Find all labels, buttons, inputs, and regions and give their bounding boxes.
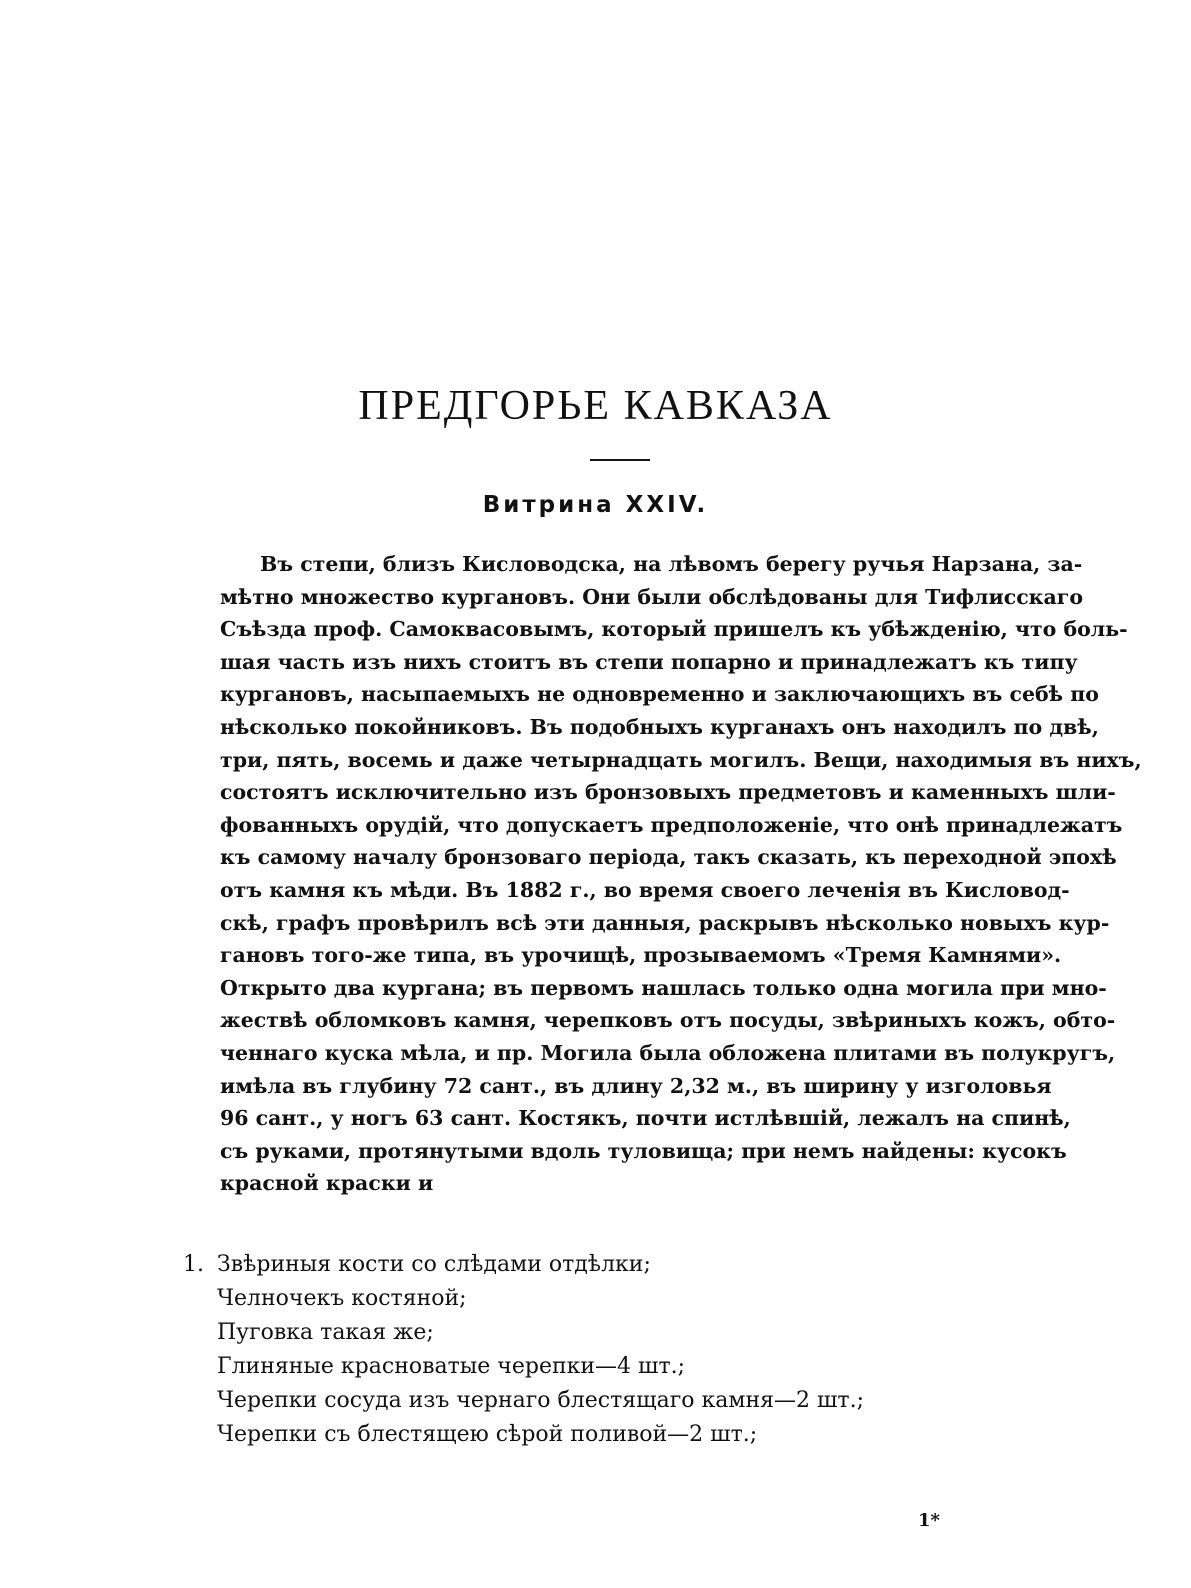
paragraph-line: три, пять, восемь и даже четырнадцать могилъ. Вещи, находимыя въ нихъ, — [220, 747, 1142, 772]
list-item-text: Звѣриныя кости со слѣдами отдѣлки; — [217, 1252, 651, 1277]
list-number: 1. — [183, 1252, 204, 1277]
title-divider — [590, 459, 650, 461]
list-item: Пуговка такая же; — [217, 1320, 434, 1345]
paragraph-line: скѣ, графъ провѣрилъ всѣ эти данныя, раскрывъ нѣсколько новыхъ кур- — [220, 910, 1110, 935]
paragraph-line: кургановъ, насыпаемыхъ не одновременно и заключающихъ въ себѣ по — [220, 682, 1099, 707]
paragraph-line: фованныхъ орудій, что допускаетъ предположеніе, что онѣ принадлежатъ — [220, 812, 1123, 837]
list-item: Глиняные красноватые черепки—4 шт.; — [217, 1354, 686, 1379]
paragraph-line: красной краски и — [220, 1171, 434, 1196]
body-paragraph — [220, 548, 1142, 1200]
list-item: Черепки сосуда изъ чернаго блестящаго камня—2 шт.; — [217, 1388, 865, 1413]
paragraph-line: нѣсколько покойниковъ. Въ подобныхъ курганахъ онъ находилъ по двѣ, — [220, 714, 1099, 739]
paragraph-line: отъ камня къ мѣди. Въ 1882 г., во время своего леченія въ Кисловод- — [220, 877, 1070, 902]
page-title: ПРЕДГОРЬЕ КАВКАЗА — [358, 383, 833, 429]
paragraph-line: имѣла въ глубину 72 сант., въ длину 2,32 м., въ ширину у изголовья — [220, 1073, 1052, 1098]
list-item — [183, 1248, 983, 1282]
paragraph-line: ченнаго куска мѣла, и пр. Могила была обложена плитами въ полукругъ, — [220, 1040, 1116, 1065]
list-item: Черепки съ блестящею сѣрой поливой—2 шт.; — [217, 1422, 758, 1447]
paragraph-line: съ руками, протянутыми вдоль туловища; при немъ найдены: кусокъ — [220, 1138, 1067, 1163]
paragraph-line: Открыто два кургана; въ первомъ нашлась только одна могила при мно- — [220, 975, 1107, 1000]
paragraph-line: состоятъ исключительно изъ бронзовыхъ предметовъ и каменныхъ шли- — [220, 780, 1116, 805]
section-heading: Витрина XXIV. — [482, 492, 709, 518]
paragraph-line: шая часть изъ нихъ стоитъ въ степи попарно и принадлежатъ къ типу — [220, 649, 1078, 674]
paragraph-line: къ самому началу бронзоваго періода, такъ сказать, къ переходной эпохѣ — [220, 845, 1117, 870]
signature-mark: 1* — [918, 1510, 940, 1531]
paragraph-line: 96 сант., у ногъ 63 сант. Костякъ, почти истлѣвшій, лежалъ на спинѣ, — [220, 1106, 1071, 1131]
paragraph-line: жествѣ обломковъ камня, черепковъ отъ посуды, звѣриныхъ кожъ, обто- — [220, 1008, 1116, 1033]
paragraph-line: мѣтно множество кургановъ. Они были обслѣдованы для Тифлисскаго — [220, 584, 1084, 609]
paragraph-line: Съѣзда проф. Самоквасовымъ, который пришелъ къ убѣжденію, что боль- — [220, 617, 1128, 642]
list-item: Челночекъ костяной; — [217, 1286, 467, 1311]
paragraph-line: Въ степи, близъ Кисловодска, на лѣвомъ берегу ручья Нарзана, за- — [260, 552, 1083, 576]
paragraph-line: гановъ того-же типа, въ урочищѣ, прозываемомъ «Тремя Камнями». — [220, 943, 1062, 968]
artifact-list — [183, 1248, 983, 1452]
